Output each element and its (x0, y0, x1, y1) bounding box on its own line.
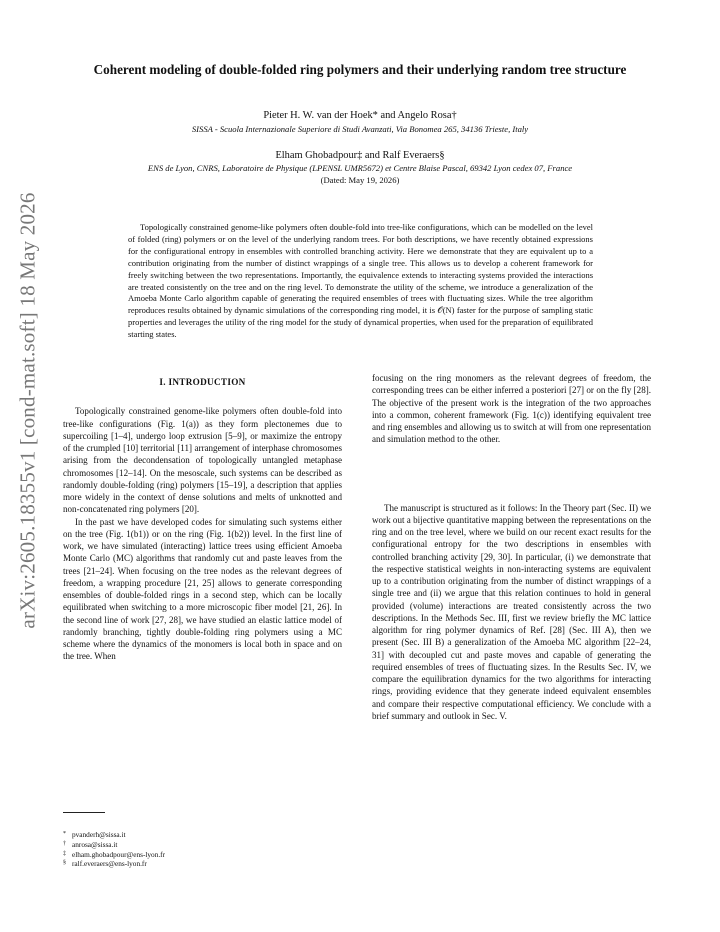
footnote-mark: † (63, 840, 66, 847)
paper-title: Coherent modeling of double-folded ring polymers and their underlying random tree structure (93, 62, 627, 77)
footnote-email: anrosa@sissa.it (72, 839, 118, 849)
intro-paragraph-4: The manuscript is structured as it follows: In the Theory part (Sec. II) we work out a bijective quantitative mapping between the representations on the ring and on the tree level, where we build on our recent exact results for the configurational entropy for the two descriptions in ensembles with controlled branching activity [29, 30]. In particular, (i) we demonstrate that the respective statistical weights in non-interacting systems are equivalent up to a contribution originating from the number of distinct wrappings of a single tree and (ii) we argue that this relation continues to hold in general provided (volume) interactions are treated consistently across the two descriptions. In the Methods Sec. III, first we review briefly the MC lattice algorithm for ring polymer dynamics of Ref. [28] (Sec. III A), then we present (Sec. III B) a generalization of the Amoeba MC algorithm [22–24, 31] with decoupled cut and paste moves and capable of generating the required ensembles of trees of fluctuating sizes. In the Results Sec. IV, we compare the equilibration dynamics for the two algorithms for interacting rings, providing evidence that they generate indeed equivalent ensembles and compare their respective computational efficiency. We conclude with a brief summary and outlook in Sec. V. (372, 502, 651, 721)
footnote-rule (63, 812, 105, 813)
footnote-mark: ‡ (63, 850, 66, 857)
abstract (128, 222, 593, 341)
intro-paragraph-1: Topologically constrained genome-like polymers often double-fold into tree-like configurations (Fig. 1(a)) as they form plectonemes due to supercoiling [1–4], undergo loop extrusion [5–9], or maximize the entropy of the crumpled [10] territorial [11] arrangement of interphase chromosomes arising from the decondensation of topologically untangled metaphase chromosomes [12–14]. On the mesoscale, such systems can be described as randomly double-folding (ring) polymers [15–19], a description that applies more widely in the context of dense solutions and melts of unknotted and non-concatenated ring polymers [20]. (63, 406, 342, 515)
intro-paragraph-2: In the past we have developed codes for simulating such systems either on the tree (Fig. 1(b1)) or on the ring (Fig. 1(b2)) level. In the first line of work, we have simulated (interacting) lattice trees using efficient Amoeba Monte Carlo (MC) algorithms that randomly cut and paste leaves from the trees [21–24]. When focusing on the tree nodes as the relevant degrees of freedom, a wrapping procedure [21, 25] allows to generate corresponding ensembles of double-folded rings in a second step, which can be locally equilibrated when switching to a more microscopic fiber model [21, 26]. In the second line of work [27, 28], we have studied an elastic lattice model of randomly branching, tightly double-folding ring polymers using a MC scheme where the dynamics of the monomers is local both in space and on the tree. When (63, 516, 342, 662)
footnote-email: pvanderh@sissa.it (72, 830, 126, 839)
footnote-3 (63, 850, 342, 860)
date-line: (Dated: May 19, 2026) (320, 175, 400, 185)
footnotes (63, 830, 342, 869)
footnote-mark: * (63, 831, 66, 837)
affiliation-2: ENS de Lyon, CNRS, Laboratoire de Physique (LPENSL UMR5672) et Centre Blaise Pascal, 69342 Lyon cedex 07, France (147, 163, 573, 173)
column-spacer (372, 446, 651, 502)
arxiv-stamp-text: arXiv:2605.18355v1 [cond-mat.soft] 18 May 2026 (15, 191, 40, 629)
footnote-mark: § (63, 860, 66, 867)
left-column (63, 372, 342, 663)
footnote-email: ralf.everaers@ens-lyon.fr (72, 859, 147, 869)
arxiv-stamp (6, 150, 50, 670)
intro-paragraph-3: focusing on the ring monomers as the relevant degrees of freedom, the corresponding trees can be either inferred a posteriori [27] or on the fly [28]. The objective of the present work is the integration of the two approaches into a common, coherent framework (Fig. 1(c)) identifying equivalent tree and ring ensembles and allowing us to switch at will from one representation and simulation method to the other. (372, 373, 651, 445)
authors-group-2: Elham Ghobadpour‡ and Ralf Everaers§ (275, 150, 445, 161)
footnote-4 (63, 859, 342, 869)
authors-group-1: Pieter H. W. van der Hoek* and Angelo Rosa† (263, 110, 457, 121)
footnote-email: elham.ghobadpour@ens-lyon.fr (72, 849, 166, 859)
right-column (372, 372, 651, 722)
abstract-text: Topologically constrained genome-like polymers often double-fold into tree-like configurations, which can be modelled on the level of folded (ring) polymers or on the level of the underlying random trees. For both descriptions, we have recently obtained expressions for the configurational entropy in ensembles with controlled branching activity. Here we demonstrate that they are equivalent up to a contribution originating from the number of distinct wrappings of a single tree. This allows us to develop a coherent framework for freely switching between the two representations. Importantly, the equivalence extends to interacting systems provided the interactions are treated consistently on the tree and on the ring level. To demonstrate the utility of the scheme, we introduce a generalization of the Amoeba Monte Carlo algorithm capable of generating the required ensembles of trees with fluctuating sizes. While the tree algorithm reproduces results obtained by dynamic simulations of the corresponding ring model, it is 𝒪(N) faster for the purpose of sampling static properties and leverages the utility of the ring model for the study of dynamical properties, when used for the preparation of equilibrated starting states. (128, 222, 593, 340)
section-heading: I. INTRODUCTION (159, 377, 246, 387)
footnote-1 (63, 830, 342, 840)
affiliation-1: SISSA - Scuola Internazionale Superiore di Studi Avanzati, Via Bonomea 265, 34136 Trieste, Italy (191, 124, 529, 134)
footnote-2 (63, 840, 342, 850)
